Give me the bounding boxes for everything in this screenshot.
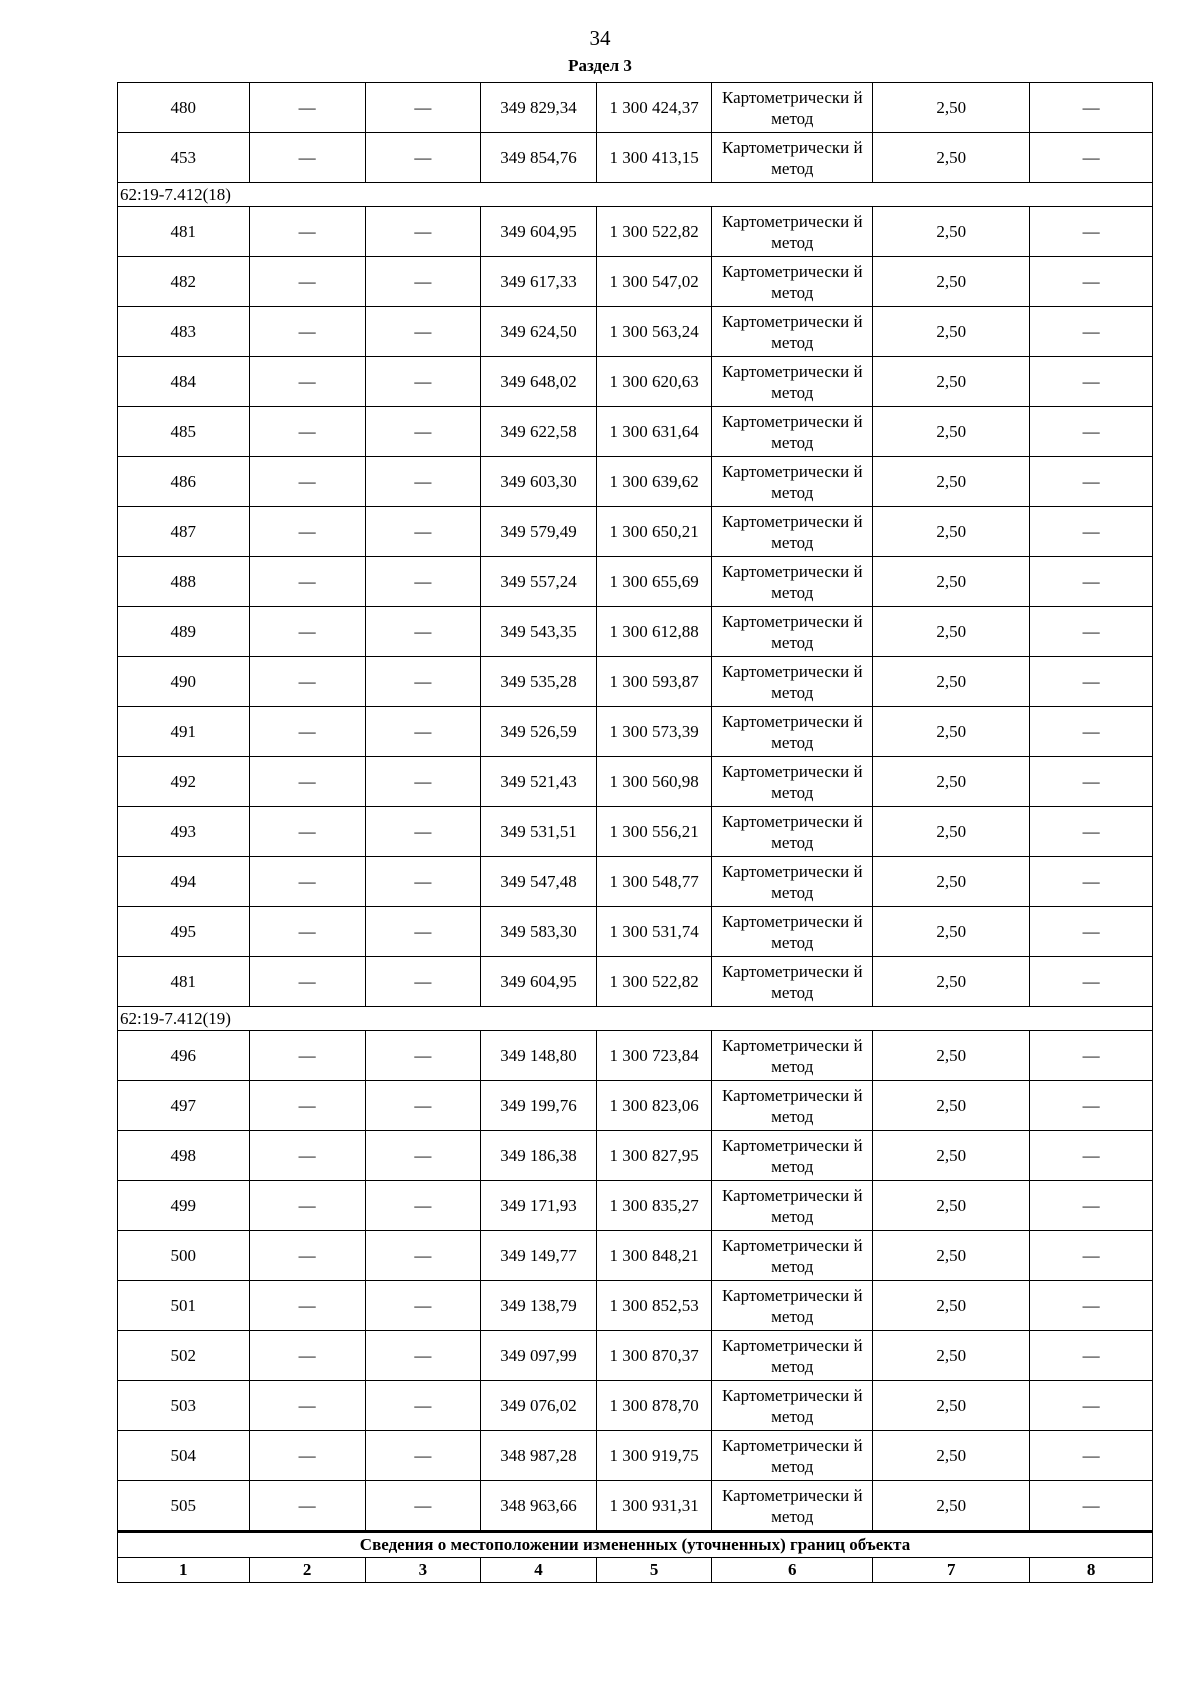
method-cell: Картометрически й метод — [712, 1331, 873, 1381]
old-y-cell: — — [365, 1131, 480, 1181]
point-number-cell: 497 — [118, 1081, 250, 1131]
new-y-cell: 1 300 852,53 — [597, 1281, 712, 1331]
point-number-cell: 453 — [118, 133, 250, 183]
new-y-cell: 1 300 424,37 — [597, 83, 712, 133]
method-cell: Картометрически й метод — [712, 907, 873, 957]
method-cell: Картометрически й метод — [712, 457, 873, 507]
point-number-cell: 501 — [118, 1281, 250, 1331]
cadastral-group-label: 62:19-7.412(18) — [118, 183, 1153, 207]
old-x-cell: — — [249, 1181, 365, 1231]
accuracy-cell: 2,50 — [873, 1481, 1030, 1532]
old-x-cell: — — [249, 1331, 365, 1381]
table-row — [118, 607, 1153, 657]
accuracy-cell: 2,50 — [873, 133, 1030, 183]
table-row — [118, 1381, 1153, 1431]
new-y-cell: 1 300 547,02 — [597, 257, 712, 307]
accuracy-cell: 2,50 — [873, 657, 1030, 707]
old-x-cell: — — [249, 1381, 365, 1431]
table-row — [118, 207, 1153, 257]
old-x-cell: — — [249, 1281, 365, 1331]
column-number: 7 — [873, 1558, 1030, 1583]
accuracy-cell: 2,50 — [873, 357, 1030, 407]
column-number: 2 — [249, 1558, 365, 1583]
note-cell: — — [1030, 807, 1153, 857]
point-number-cell: 483 — [118, 307, 250, 357]
new-x-cell: 349 624,50 — [480, 307, 596, 357]
table-body — [118, 83, 1153, 1583]
new-y-cell: 1 300 870,37 — [597, 1331, 712, 1381]
method-cell: Картометрически й метод — [712, 1231, 873, 1281]
accuracy-cell: 2,50 — [873, 1281, 1030, 1331]
table-row — [118, 957, 1153, 1007]
method-cell: Картометрически й метод — [712, 1181, 873, 1231]
accuracy-cell: 2,50 — [873, 1231, 1030, 1281]
point-number-cell: 502 — [118, 1331, 250, 1381]
old-x-cell: — — [249, 457, 365, 507]
old-y-cell: — — [365, 307, 480, 357]
note-cell: — — [1030, 957, 1153, 1007]
new-y-cell: 1 300 650,21 — [597, 507, 712, 557]
method-cell: Картометрически й метод — [712, 1281, 873, 1331]
new-y-cell: 1 300 612,88 — [597, 607, 712, 657]
new-x-cell: 349 603,30 — [480, 457, 596, 507]
new-y-cell: 1 300 835,27 — [597, 1181, 712, 1231]
new-x-cell: 349 138,79 — [480, 1281, 596, 1331]
note-cell: — — [1030, 1081, 1153, 1131]
point-number-cell: 491 — [118, 707, 250, 757]
note-cell: — — [1030, 757, 1153, 807]
old-x-cell: — — [249, 1481, 365, 1532]
table-row — [118, 1031, 1153, 1081]
note-cell: — — [1030, 307, 1153, 357]
note-cell: — — [1030, 1031, 1153, 1081]
new-x-cell: 349 148,80 — [480, 1031, 596, 1081]
point-number-cell: 494 — [118, 857, 250, 907]
point-number-cell: 500 — [118, 1231, 250, 1281]
old-y-cell: — — [365, 1381, 480, 1431]
new-x-cell: 349 531,51 — [480, 807, 596, 857]
old-y-cell: — — [365, 207, 480, 257]
point-number-cell: 487 — [118, 507, 250, 557]
old-y-cell: — — [365, 907, 480, 957]
point-number-cell: 485 — [118, 407, 250, 457]
old-y-cell: — — [365, 607, 480, 657]
note-cell: — — [1030, 83, 1153, 133]
point-number-cell: 488 — [118, 557, 250, 607]
method-cell: Картометрически й метод — [712, 357, 873, 407]
old-x-cell: — — [249, 1231, 365, 1281]
accuracy-cell: 2,50 — [873, 957, 1030, 1007]
new-x-cell: 349 604,95 — [480, 957, 596, 1007]
accuracy-cell: 2,50 — [873, 1431, 1030, 1481]
method-cell: Картометрически й метод — [712, 807, 873, 857]
table-row — [118, 1281, 1153, 1331]
old-y-cell: — — [365, 1281, 480, 1331]
old-x-cell: — — [249, 1431, 365, 1481]
old-y-cell: — — [365, 1081, 480, 1131]
new-y-cell: 1 300 848,21 — [597, 1231, 712, 1281]
old-x-cell: — — [249, 1081, 365, 1131]
old-y-cell: — — [365, 1031, 480, 1081]
column-number: 5 — [597, 1558, 712, 1583]
accuracy-cell: 2,50 — [873, 207, 1030, 257]
old-y-cell: — — [365, 257, 480, 307]
new-y-cell: 1 300 413,15 — [597, 133, 712, 183]
new-y-cell: 1 300 723,84 — [597, 1031, 712, 1081]
point-number-cell: 481 — [118, 207, 250, 257]
method-cell: Картометрически й метод — [712, 1381, 873, 1431]
old-y-cell: — — [365, 757, 480, 807]
point-number-cell: 503 — [118, 1381, 250, 1431]
old-x-cell: — — [249, 407, 365, 457]
method-cell: Картометрически й метод — [712, 707, 873, 757]
footer-title: Сведения о местоположении измененных (уточненных) границ объекта — [118, 1532, 1153, 1558]
group-header-row — [118, 1007, 1153, 1031]
table-row — [118, 307, 1153, 357]
old-y-cell: — — [365, 957, 480, 1007]
old-x-cell: — — [249, 907, 365, 957]
accuracy-cell: 2,50 — [873, 807, 1030, 857]
section-title: Раздел 3 — [568, 56, 632, 75]
point-number-cell: 504 — [118, 1431, 250, 1481]
new-x-cell: 349 617,33 — [480, 257, 596, 307]
old-x-cell: — — [249, 757, 365, 807]
note-cell: — — [1030, 607, 1153, 657]
note-cell: — — [1030, 657, 1153, 707]
table-row — [118, 457, 1153, 507]
accuracy-cell: 2,50 — [873, 707, 1030, 757]
new-y-cell: 1 300 639,62 — [597, 457, 712, 507]
accuracy-cell: 2,50 — [873, 857, 1030, 907]
method-cell: Картометрически й метод — [712, 257, 873, 307]
note-cell: — — [1030, 1131, 1153, 1181]
table-row — [118, 1231, 1153, 1281]
method-cell: Картометрически й метод — [712, 307, 873, 357]
table-row — [118, 657, 1153, 707]
note-cell: — — [1030, 133, 1153, 183]
old-x-cell: — — [249, 707, 365, 757]
new-y-cell: 1 300 878,70 — [597, 1381, 712, 1431]
point-number-cell: 482 — [118, 257, 250, 307]
accuracy-cell: 2,50 — [873, 407, 1030, 457]
method-cell: Картометрически й метод — [712, 957, 873, 1007]
old-y-cell: — — [365, 1231, 480, 1281]
point-number-cell: 486 — [118, 457, 250, 507]
table-row — [118, 1431, 1153, 1481]
accuracy-cell: 2,50 — [873, 1031, 1030, 1081]
old-y-cell: — — [365, 407, 480, 457]
table-row — [118, 757, 1153, 807]
method-cell: Картометрически й метод — [712, 557, 873, 607]
old-x-cell: — — [249, 857, 365, 907]
new-x-cell: 348 963,66 — [480, 1481, 596, 1532]
old-x-cell: — — [249, 657, 365, 707]
method-cell: Картометрически й метод — [712, 1081, 873, 1131]
new-x-cell: 349 186,38 — [480, 1131, 596, 1181]
point-number-cell: 499 — [118, 1181, 250, 1231]
note-cell: — — [1030, 907, 1153, 957]
note-cell: — — [1030, 507, 1153, 557]
old-y-cell: — — [365, 557, 480, 607]
cadastral-group-label: 62:19-7.412(19) — [118, 1007, 1153, 1031]
new-x-cell: 349 648,02 — [480, 357, 596, 407]
old-y-cell: — — [365, 1481, 480, 1532]
old-x-cell: — — [249, 507, 365, 557]
point-number-cell: 490 — [118, 657, 250, 707]
point-number-cell: 498 — [118, 1131, 250, 1181]
new-x-cell: 349 622,58 — [480, 407, 596, 457]
note-cell: — — [1030, 357, 1153, 407]
new-x-cell: 349 526,59 — [480, 707, 596, 757]
old-y-cell: — — [365, 83, 480, 133]
method-cell: Картометрически й метод — [712, 1031, 873, 1081]
footer-title-row — [118, 1532, 1153, 1558]
old-x-cell: — — [249, 1031, 365, 1081]
accuracy-cell: 2,50 — [873, 1331, 1030, 1381]
old-x-cell: — — [249, 607, 365, 657]
table-row — [118, 857, 1153, 907]
old-y-cell: — — [365, 1331, 480, 1381]
note-cell: — — [1030, 1281, 1153, 1331]
note-cell: — — [1030, 707, 1153, 757]
new-y-cell: 1 300 563,24 — [597, 307, 712, 357]
accuracy-cell: 2,50 — [873, 83, 1030, 133]
method-cell: Картометрически й метод — [712, 407, 873, 457]
point-number-cell: 495 — [118, 907, 250, 957]
new-x-cell: 349 557,24 — [480, 557, 596, 607]
new-x-cell: 349 535,28 — [480, 657, 596, 707]
note-cell: — — [1030, 1381, 1153, 1431]
old-y-cell: — — [365, 457, 480, 507]
new-y-cell: 1 300 573,39 — [597, 707, 712, 757]
new-x-cell: 349 579,49 — [480, 507, 596, 557]
new-y-cell: 1 300 827,95 — [597, 1131, 712, 1181]
column-number: 6 — [712, 1558, 873, 1583]
point-number-cell: 480 — [118, 83, 250, 133]
accuracy-cell: 2,50 — [873, 907, 1030, 957]
note-cell: — — [1030, 1181, 1153, 1231]
accuracy-cell: 2,50 — [873, 607, 1030, 657]
method-cell: Картометрически й метод — [712, 757, 873, 807]
column-number: 3 — [365, 1558, 480, 1583]
table-row — [118, 707, 1153, 757]
new-x-cell: 349 829,34 — [480, 83, 596, 133]
new-x-cell: 349 604,95 — [480, 207, 596, 257]
table-row — [118, 907, 1153, 957]
old-x-cell: — — [249, 133, 365, 183]
point-number-cell: 505 — [118, 1481, 250, 1532]
column-number: 1 — [118, 1558, 250, 1583]
old-x-cell: — — [249, 557, 365, 607]
method-cell: Картометрически й метод — [712, 657, 873, 707]
table-row — [118, 1081, 1153, 1131]
method-cell: Картометрически й метод — [712, 607, 873, 657]
accuracy-cell: 2,50 — [873, 1131, 1030, 1181]
old-y-cell: — — [365, 507, 480, 557]
new-y-cell: 1 300 631,64 — [597, 407, 712, 457]
new-y-cell: 1 300 620,63 — [597, 357, 712, 407]
note-cell: — — [1030, 1331, 1153, 1381]
note-cell: — — [1030, 207, 1153, 257]
old-x-cell: — — [249, 357, 365, 407]
point-number-cell: 492 — [118, 757, 250, 807]
old-y-cell: — — [365, 1181, 480, 1231]
accuracy-cell: 2,50 — [873, 1381, 1030, 1431]
old-x-cell: — — [249, 957, 365, 1007]
new-y-cell: 1 300 823,06 — [597, 1081, 712, 1131]
method-cell: Картометрически й метод — [712, 133, 873, 183]
point-number-cell: 484 — [118, 357, 250, 407]
old-x-cell: — — [249, 307, 365, 357]
accuracy-cell: 2,50 — [873, 507, 1030, 557]
accuracy-cell: 2,50 — [873, 1081, 1030, 1131]
accuracy-cell: 2,50 — [873, 757, 1030, 807]
table-row — [118, 257, 1153, 307]
table-row — [118, 807, 1153, 857]
new-y-cell: 1 300 522,82 — [597, 207, 712, 257]
new-y-cell: 1 300 560,98 — [597, 757, 712, 807]
method-cell: Картометрически й метод — [712, 83, 873, 133]
new-y-cell: 1 300 593,87 — [597, 657, 712, 707]
note-cell: — — [1030, 407, 1153, 457]
old-y-cell: — — [365, 133, 480, 183]
point-number-cell: 481 — [118, 957, 250, 1007]
table-row — [118, 1481, 1153, 1532]
new-y-cell: 1 300 556,21 — [597, 807, 712, 857]
new-y-cell: 1 300 655,69 — [597, 557, 712, 607]
old-y-cell: — — [365, 657, 480, 707]
method-cell: Картометрически й метод — [712, 1431, 873, 1481]
method-cell: Картометрически й метод — [712, 1131, 873, 1181]
old-y-cell: — — [365, 807, 480, 857]
old-y-cell: — — [365, 857, 480, 907]
new-x-cell: 349 547,48 — [480, 857, 596, 907]
method-cell: Картометрически й метод — [712, 207, 873, 257]
old-x-cell: — — [249, 83, 365, 133]
accuracy-cell: 2,50 — [873, 257, 1030, 307]
note-cell: — — [1030, 1481, 1153, 1532]
note-cell: — — [1030, 257, 1153, 307]
accuracy-cell: 2,50 — [873, 557, 1030, 607]
new-x-cell: 349 854,76 — [480, 133, 596, 183]
note-cell: — — [1030, 1231, 1153, 1281]
note-cell: — — [1030, 857, 1153, 907]
new-y-cell: 1 300 919,75 — [597, 1431, 712, 1481]
old-x-cell: — — [249, 1131, 365, 1181]
new-x-cell: 349 076,02 — [480, 1381, 596, 1431]
old-x-cell: — — [249, 257, 365, 307]
column-number: 4 — [480, 1558, 596, 1583]
point-number-cell: 493 — [118, 807, 250, 857]
old-x-cell: — — [249, 207, 365, 257]
new-x-cell: 349 543,35 — [480, 607, 596, 657]
table-row — [118, 133, 1153, 183]
table-row — [118, 83, 1153, 133]
old-x-cell: — — [249, 807, 365, 857]
old-y-cell: — — [365, 1431, 480, 1481]
method-cell: Картометрически й метод — [712, 1481, 873, 1532]
new-x-cell: 349 199,76 — [480, 1081, 596, 1131]
point-number-cell: 489 — [118, 607, 250, 657]
table-row — [118, 1181, 1153, 1231]
accuracy-cell: 2,50 — [873, 457, 1030, 507]
new-y-cell: 1 300 522,82 — [597, 957, 712, 1007]
table-row — [118, 357, 1153, 407]
table-row — [118, 507, 1153, 557]
new-x-cell: 349 171,93 — [480, 1181, 596, 1231]
new-x-cell: 349 097,99 — [480, 1331, 596, 1381]
method-cell: Картометрически й метод — [712, 857, 873, 907]
note-cell: — — [1030, 1431, 1153, 1481]
note-cell: — — [1030, 457, 1153, 507]
column-numbers-row — [118, 1558, 1153, 1583]
page-number: 34 — [589, 26, 611, 50]
table-row — [118, 1331, 1153, 1381]
table-row — [118, 1131, 1153, 1181]
table-row — [118, 407, 1153, 457]
old-y-cell: — — [365, 357, 480, 407]
new-y-cell: 1 300 531,74 — [597, 907, 712, 957]
group-header-row — [118, 183, 1153, 207]
new-x-cell: 349 149,77 — [480, 1231, 596, 1281]
column-number: 8 — [1030, 1558, 1153, 1583]
method-cell: Картометрически й метод — [712, 507, 873, 557]
new-y-cell: 1 300 931,31 — [597, 1481, 712, 1532]
new-y-cell: 1 300 548,77 — [597, 857, 712, 907]
point-number-cell: 496 — [118, 1031, 250, 1081]
old-y-cell: — — [365, 707, 480, 757]
accuracy-cell: 2,50 — [873, 307, 1030, 357]
note-cell: — — [1030, 557, 1153, 607]
coordinates-table — [117, 82, 1153, 1583]
new-x-cell: 349 583,30 — [480, 907, 596, 957]
new-x-cell: 349 521,43 — [480, 757, 596, 807]
accuracy-cell: 2,50 — [873, 1181, 1030, 1231]
table-row — [118, 557, 1153, 607]
new-x-cell: 348 987,28 — [480, 1431, 596, 1481]
